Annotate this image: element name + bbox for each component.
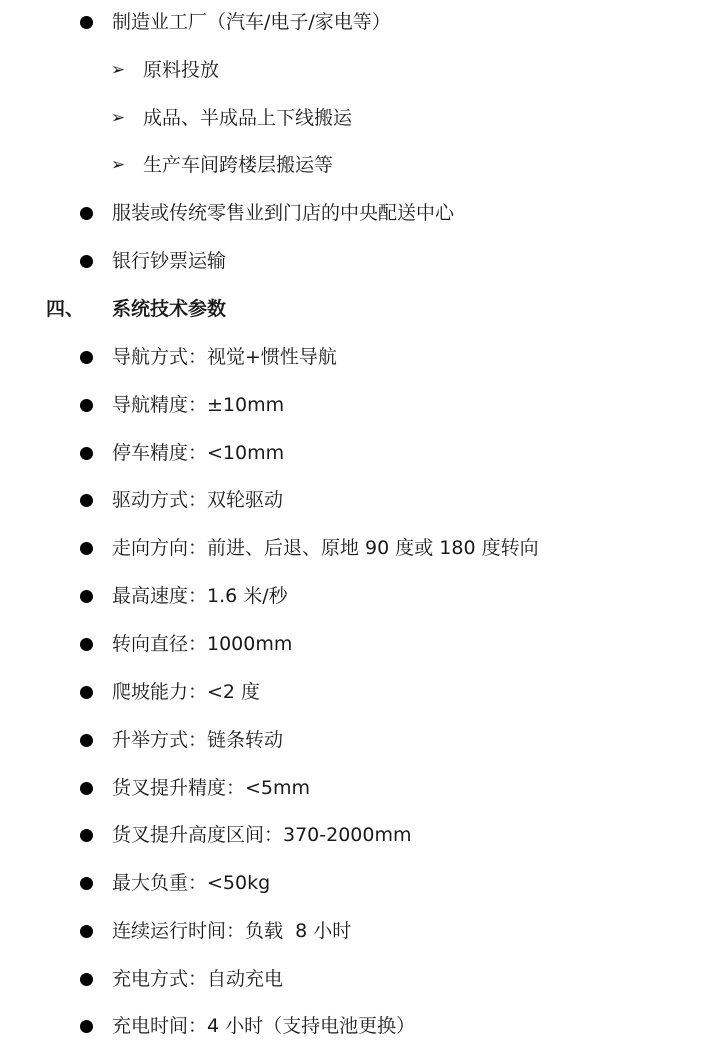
param-text: 货叉提升高度区间：370-2000mm [112,824,412,846]
param-text: 驱动方式：双轮驱动 [112,489,284,511]
bullet-icon [80,925,93,938]
bullet-icon [80,638,93,651]
param-text: 货叉提升精度：<5mm [112,777,311,799]
bullet-icon [80,973,93,986]
param-text: 转向直径：1000mm [112,633,293,655]
param-text: 充电时间：4 小时（支持电池更换） [112,1015,416,1037]
bullet-icon [80,877,93,890]
sub-list-item-text: 生产车间跨楼层搬运等 [143,154,334,176]
sub-list-item-text: 成品、半成品上下线搬运 [143,107,353,129]
param-text: 充电方式：自动充电 [112,968,284,990]
bullet-icon [80,686,93,699]
arrowhead-icon: ➢ [111,60,126,80]
param-text: 停车精度：<10mm [112,442,285,464]
bullet-icon [80,447,93,460]
bullet-icon [80,734,93,747]
bullet-icon [80,399,93,412]
param-text: 爬坡能力：<2 度 [112,681,261,703]
param-text: 升举方式：链条转动 [112,729,284,751]
param-text: 走向方向：前进、后退、原地 90 度或 180 度转向 [112,537,539,559]
list-item-text: 制造业工厂（汽车/电子/家电等） [112,11,391,33]
arrowhead-icon: ➢ [111,108,126,128]
bullet-icon [80,255,93,268]
bullet-icon [80,207,93,220]
bullet-icon [80,782,93,795]
bullet-icon [80,1020,93,1033]
param-text: 连续运行时间：负载 8 小时 [112,920,352,942]
bullet-icon [80,590,93,603]
list-item-text: 服装或传统零售业到门店的中央配送中心 [112,202,455,224]
section-number: 四、 [46,298,85,320]
bullet-icon [80,494,93,507]
sub-list-item-text: 原料投放 [143,59,220,81]
bullet-icon [80,542,93,555]
arrowhead-icon: ➢ [111,155,126,175]
param-text: 最高速度：1.6 米/秒 [112,585,288,607]
bullet-icon [80,16,93,29]
param-text: 最大负重：<50kg [112,872,271,894]
param-text: 导航精度：±10mm [112,394,285,416]
bullet-icon [80,829,93,842]
bullet-icon [80,351,93,364]
section-title: 系统技术参数 [112,298,227,320]
list-item-text: 银行钞票运输 [112,250,227,272]
param-text: 导航方式：视觉+惯性导航 [112,346,337,368]
